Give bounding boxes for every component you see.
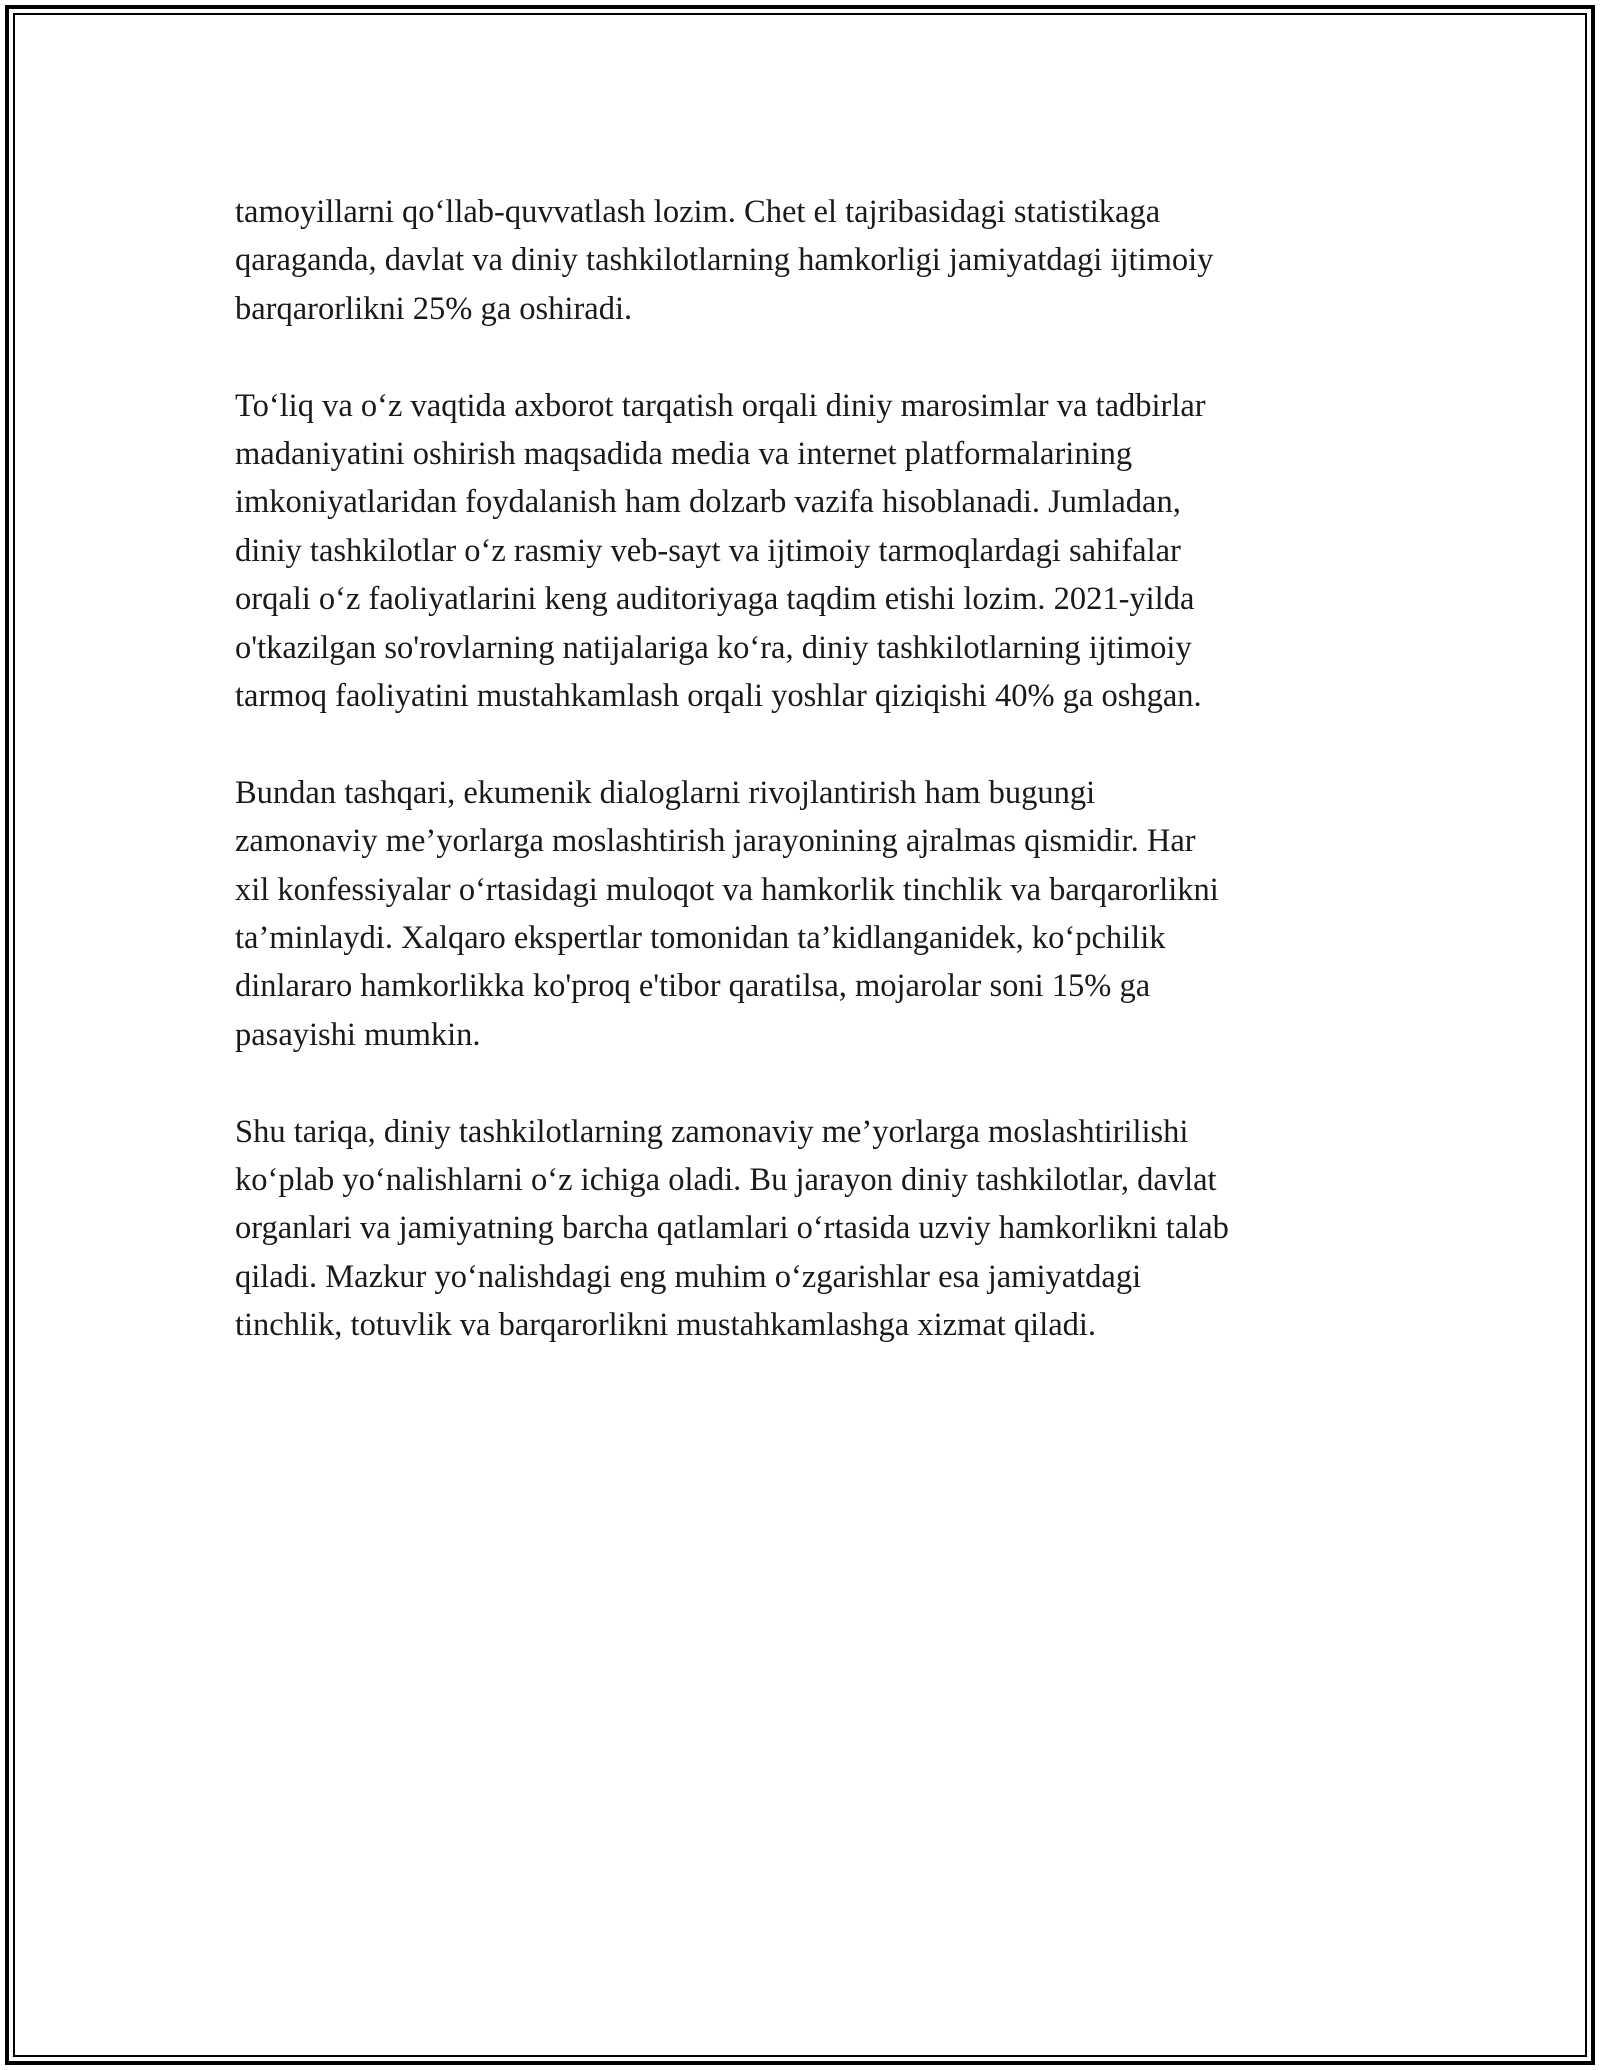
paragraph-4 bbox=[235, 1108, 1385, 1350]
paragraph-1 bbox=[235, 188, 1385, 333]
text-line: qiladi. Mazkur yo‘nalishdagi eng muhim o‘zgarishlar esa jamiyatdagi bbox=[235, 1258, 1142, 1295]
paragraph-2 bbox=[235, 382, 1385, 721]
text-line: pasayishi mumkin. bbox=[235, 1016, 481, 1053]
text-line: tamoyillarni qo‘llab-quvvatlash lozim. Chet el tajribasidagi statistikaga bbox=[235, 194, 1161, 230]
text-line: Bundan tashqari, ekumenik dialoglarni rivojlantirish ham bugungi bbox=[235, 774, 1096, 811]
text-line: ko‘plab yo‘nalishlarni o‘z ichiga oladi. Bu jarayon diniy tashkilotlar, davlat bbox=[235, 1162, 1217, 1199]
document-body bbox=[235, 188, 1385, 1350]
text-line: zamonaviy me’yorlarga moslashtirish jarayonining ajralmas qismidir. Har bbox=[235, 823, 1196, 860]
text-line: o'tkazilgan so'rovlarning natijalariga ko‘ra, diniy tashkilotlarning ijtimoiy bbox=[235, 629, 1192, 666]
text-line: dinlararo hamkorlikka ko'proq e'tibor qaratilsa, mojarolar soni 15% ga bbox=[235, 968, 1151, 1005]
text-line: barqarorlikni 25% ga oshiradi. bbox=[235, 290, 633, 327]
text-line: qaraganda, davlat va diniy tashkilotlarning hamkorligi jamiyatdagi ijtimoiy bbox=[235, 242, 1214, 279]
text-line: orqali o‘z faoliyatlarini keng auditoriyaga taqdim etishi lozim. 2021-yilda bbox=[235, 581, 1195, 618]
text-line: Shu tariqa, diniy tashkilotlarning zamonaviy me’yorlarga moslashtirilishi bbox=[235, 1113, 1189, 1150]
text-line: xil konfessiyalar o‘rtasidagi muloqot va hamkorlik tinchlik va barqarorlikni bbox=[235, 871, 1219, 908]
text-line: tinchlik, totuvlik va barqarorlikni mustahkamlashga xizmat qiladi. bbox=[235, 1307, 1097, 1344]
text-line: To‘liq va o‘z vaqtida axborot tarqatish orqali diniy marosimlar va tadbirlar bbox=[235, 387, 1206, 424]
text-line: tarmoq faoliyatini mustahkamlash orqali yoshlar qiziqishi 40% ga oshgan. bbox=[235, 678, 1202, 715]
paragraph-3 bbox=[235, 769, 1385, 1059]
text-line: diniy tashkilotlar o‘z rasmiy veb-sayt va ijtimoiy tarmoqlardagi sahifalar bbox=[235, 532, 1181, 569]
text-line: organlari va jamiyatning barcha qatlamlari o‘rtasida uzviy hamkorlikni talab bbox=[235, 1210, 1229, 1247]
text-line: ta’minlaydi. Xalqaro ekspertlar tomonidan ta’kidlanganidek, ko‘pchilik bbox=[235, 920, 1166, 957]
text-line: imkoniyatlaridan foydalanish ham dolzarb vazifa hisoblanadi. Jumladan, bbox=[235, 484, 1181, 521]
text-line: madaniyatini oshirish maqsadida media va internet platformalarining bbox=[235, 436, 1133, 473]
